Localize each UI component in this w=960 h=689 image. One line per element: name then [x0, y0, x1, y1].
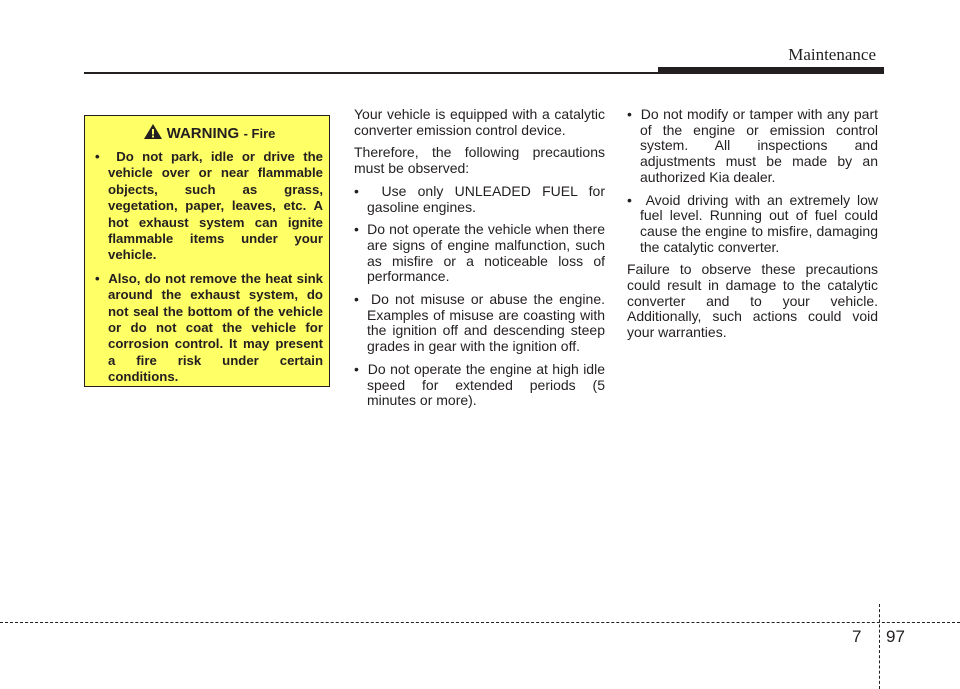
- precautions-list: [354, 184, 605, 409]
- warning-subtitle: - Fire: [243, 126, 276, 141]
- precaution-item: • Do not modify or tamper with any part of the engine or emission control system. All inspections and adjustments must be made by an authorized Kia dealer.: [627, 107, 878, 186]
- warning-title: WARNING: [166, 125, 240, 142]
- precautions-list-continued: [627, 107, 878, 255]
- warning-triangle-icon: [143, 123, 163, 147]
- precaution-item: • Use only UNLEADED FUEL for gasoline engines.: [354, 184, 605, 215]
- warning-list: [95, 149, 323, 386]
- precaution-item: • Do not misuse or abuse the engine. Examples of misuse are coasting with the ignition off and descending steep grades in gear with the ignition off.: [354, 292, 605, 355]
- precautions-lead: Therefore, the following precautions must be observed:: [354, 144, 605, 177]
- precaution-item: • Avoid driving with an extremely low fuel level. Running out of fuel could cause the engine to misfire, damaging the catalytic converter.: [627, 193, 878, 256]
- precaution-item: • Do not operate the engine at high idle speed for extended periods (5 minutes or more).: [354, 362, 605, 409]
- warning-header: [95, 123, 323, 145]
- warning-item: • Do not park, idle or drive the vehicle over or near flammable objects, such as grass, vegetation, paper, leaves, etc. A hot exhaust system can ignite flammable items under your vehicle.: [95, 149, 323, 264]
- header-rule-accent: [658, 67, 884, 74]
- footer-rule: [0, 622, 960, 623]
- section-title: Maintenance: [788, 45, 876, 64]
- middle-column: [354, 107, 605, 416]
- intro-paragraph: Your vehicle is equipped with a catalytic converter emission control device.: [354, 106, 605, 138]
- chapter-number: 7: [852, 627, 862, 646]
- conclusion-paragraph: Failure to observe these precautions could result in damage to the catalytic converter and to your vehicle. Additionally, such actions could void your warranties.: [627, 261, 878, 341]
- right-column: [627, 107, 878, 348]
- page-number: 97: [886, 627, 905, 646]
- warning-item: • Also, do not remove the heat sink around the exhaust system, do not seal the bottom of the vehicle or do not coat the vehicle for corrosion control. It may present a fire risk under certain conditions.: [95, 271, 323, 386]
- warning-box: [84, 115, 330, 387]
- footer-divider: [879, 604, 880, 689]
- precaution-item: • Do not operate the vehicle when there are signs of engine malfunction, such as misfire or a noticeable loss of performance.: [354, 222, 605, 285]
